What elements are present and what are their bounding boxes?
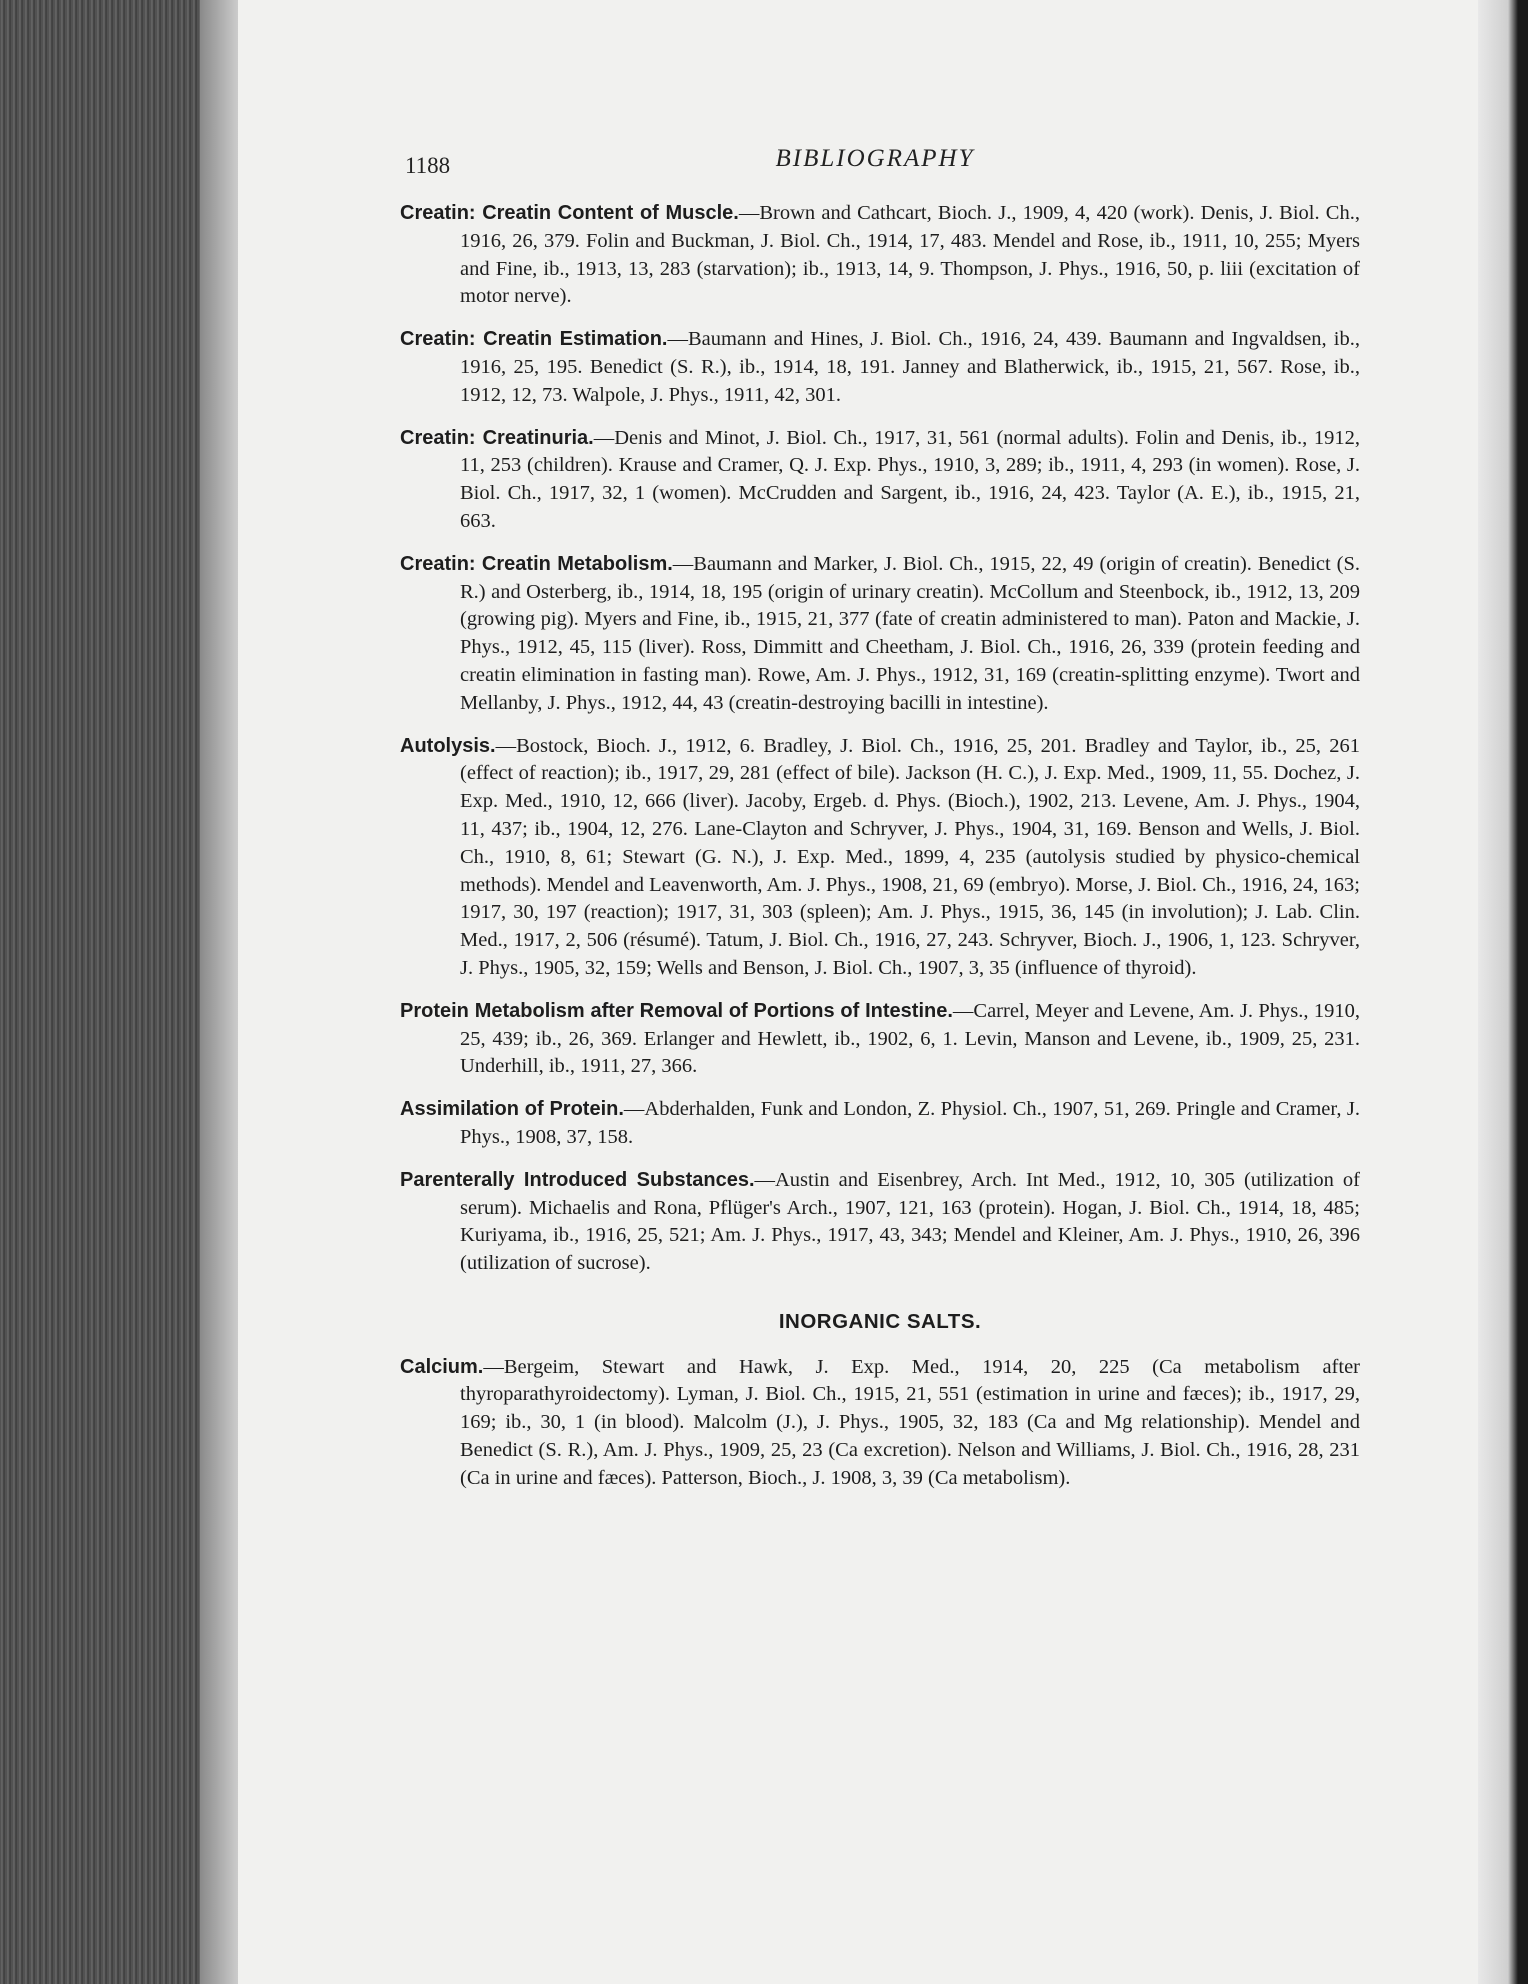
entry-text: —Bergeim, Stewart and Hawk, J. Exp. Med., 1914, 20, 225 (Ca metabolism after thyroparathyroidectomy). Lyman, J. Biol. Ch., 1915, 21, 551 (estimation in urine and fæces); ib., 1917, 29, 169; ib., 30, 1 (in blood). Malcolm (J.), J. Phys., 1905, 32, 183 (Ca and Mg relationship). Mendel and Benedict (S. R.), Am. J. Phys., 1909, 25, 23 (Ca excretion). Nelson and Williams, J. Biol. Ch., 1916, 28, 231 (Ca in urine and fæces). Patterson, Bioch., J. 1908, 3, 39 (Ca metabolism).: [460, 1355, 1360, 1489]
bibliography-entry: [400, 425, 1360, 536]
bibliography-entry: [400, 326, 1360, 409]
entry-text: —Denis and Minot, J. Biol. Ch., 1917, 31, 561 (normal adults). Folin and Denis, ib., 1912, 11, 253 (children). Krause and Cramer, Q. J. Exp. Phys., 1910, 3, 289; ib., 1911, 4, 293 (in women). Rose, J. Biol. Ch., 1917, 32, 1 (women). McCrudden and Sargent, ib., 1916, 24, 423. Taylor (A. E.), ib., 1915, 21, 663.: [460, 426, 1360, 532]
entry-text: —Abderhalden, Funk and London, Z. Physiol. Ch., 1907, 51, 269. Pringle and Cramer, J. Phys., 1908, 37, 158.: [460, 1098, 1360, 1148]
book-page-edges: [0, 0, 230, 1984]
entry-text: —Baumann and Hines, J. Biol. Ch., 1916, 24, 439. Baumann and Ingvaldsen, ib., 1916, 25, 195. Benedict (S. R.), ib., 1914, 18, 191. Janney and Blatherwick, ib., 1915, 21, 567. Rose, ib., 1912, 12, 73. Walpole, J. Phys., 1911, 42, 301.: [460, 328, 1360, 406]
entry-title: Creatin: Creatin Content of Muscle.: [400, 202, 739, 224]
bibliography-entry: [400, 200, 1360, 311]
entry-title: Calcium.: [400, 1355, 484, 1378]
entry-title: Autolysis.: [400, 734, 496, 757]
entry-title: Creatin: Creatin Estimation.: [400, 328, 668, 351]
entry-title: Assimilation of Protein.: [400, 1098, 624, 1121]
section-heading: INORGANIC SALTS.: [778, 1309, 982, 1333]
entry-text: —Austin and Eisenbrey, Arch. Int Med., 1912, 10, 305 (utilization of serum). Michaelis and Rona, Pflüger's Arch., 1907, 121, 163 (protein). Hogan, J. Biol. Ch., 1914, 18, 485; Kuriyama, ib., 1916, 25, 521; Am. J. Phys., 1917, 43, 343; Mendel and Kleiner, Am. J. Phys., 1910, 26, 396 (utilization of sucrose).: [460, 1168, 1360, 1275]
entry-text: —Brown and Cathcart, Bioch. J., 1909, 4, 420 (work). Denis, J. Biol. Ch., 1916, 26, 379. Folin and Buckman, J. Biol. Ch., 1914, 17, 483. Mendel and Rose, ib., 1911, 10, 255; Myers and Fine, ib., 1913, 13, 283 (starvation); ib., 1913, 14, 9. Thompson, J. Phys., 1916, 50, p. liii (excitation of motor nerve).: [460, 202, 1360, 308]
bibliography-entry: [400, 733, 1360, 983]
bibliography-entry: [400, 998, 1360, 1081]
entry-text: —Bostock, Bioch. J., 1912, 6. Bradley, J. Biol. Ch., 1916, 25, 201. Bradley and Taylor, ib., 25, 261 (effect of reaction); ib., 1917, 29, 281 (effect of bile). Jackson (H. C.), J. Exp. Med., 1909, 11, 55. Dochez, J. Exp. Med., 1910, 12, 666 (liver). Jacoby, Ergeb. d. Phys. (Bioch.), 1902, 213. Levene, Am. J. Phys., 1904, 11, 437; ib., 1904, 12, 276. Lane-Clayton and Schryver, J. Phys., 1904, 31, 169. Benson and Wells, J. Biol. Ch., 1910, 8, 61; Stewart (G. N.), J. Exp. Med., 1899, 4, 235 (autolysis studied by physico-chemical methods). Mendel and Leavenworth, Am. J. Phys., 1908, 21, 69 (embryo). Morse, J. Biol. Ch., 1916, 24, 163; 1917, 30, 197 (reaction); 1917, 31, 303 (spleen); Am. J. Phys., 1915, 36, 145 (in involution); J. Lab. Clin. Med., 1917, 2, 506 (résumé). Tatum, J. Biol. Ch., 1916, 27, 243. Schryver, Bioch. J., 1906, 1, 123. Schryver, J. Phys., 1905, 32, 159; Wells and Benson, J. Biol. Ch., 1907, 3, 35 (influence of thyroid).: [460, 734, 1360, 979]
bibliography-entry: [400, 1096, 1360, 1152]
bibliography-entry: [400, 551, 1360, 718]
page-number: 1188: [405, 153, 451, 178]
entry-text: —Carrel, Meyer and Levene, Am. J. Phys., 1910, 25, 439; ib., 26, 369. Erlanger and Hewlett, ib., 1902, 6, 1. Levin, Manson and Levene, ib., 1909, 25, 231. Underhill, ib., 1911, 27, 366.: [460, 999, 1360, 1078]
entry-title: Creatin: Creatin Metabolism.: [400, 552, 673, 575]
entry-title: Protein Metabolism after Removal of Portions of Intestine.: [400, 999, 953, 1022]
book-gutter-shadow: [200, 0, 240, 1984]
bibliography-entry: [400, 1167, 1360, 1278]
running-title: BIBLIOGRAPHY: [775, 145, 975, 172]
entry-title: Parenterally Introduced Substances.: [400, 1168, 755, 1191]
page-header: [405, 145, 1345, 185]
entry-title: Creatin: Creatinuria.: [400, 426, 594, 449]
entry-text: —Baumann and Marker, J. Biol. Ch., 1915, 22, 49 (origin of creatin). Benedict (S. R.) and Osterberg, ib., 1914, 18, 195 (origin of urinary creatin). McCollum and Steenbock, ib., 1912, 13, 209 (growing pig). Myers and Fine, ib., 1915, 21, 377 (fate of creatin administered to man). Paton and Mackie, J. Phys., 1912, 45, 115 (liver). Ross, Dimmitt and Cheetham, J. Biol. Ch., 1916, 26, 339 (protein feeding and creatin elimination in fasting man). Rowe, Am. J. Phys., 1912, 31, 169 (creatin-splitting enzyme). Twort and Mellanby, J. Phys., 1912, 44, 43 (creatin-destroying bacilli in intestine).: [460, 552, 1360, 714]
book-right-edge: [1478, 0, 1528, 1984]
bibliography-content: [400, 200, 1360, 1508]
bibliography-entry: [400, 1354, 1360, 1493]
